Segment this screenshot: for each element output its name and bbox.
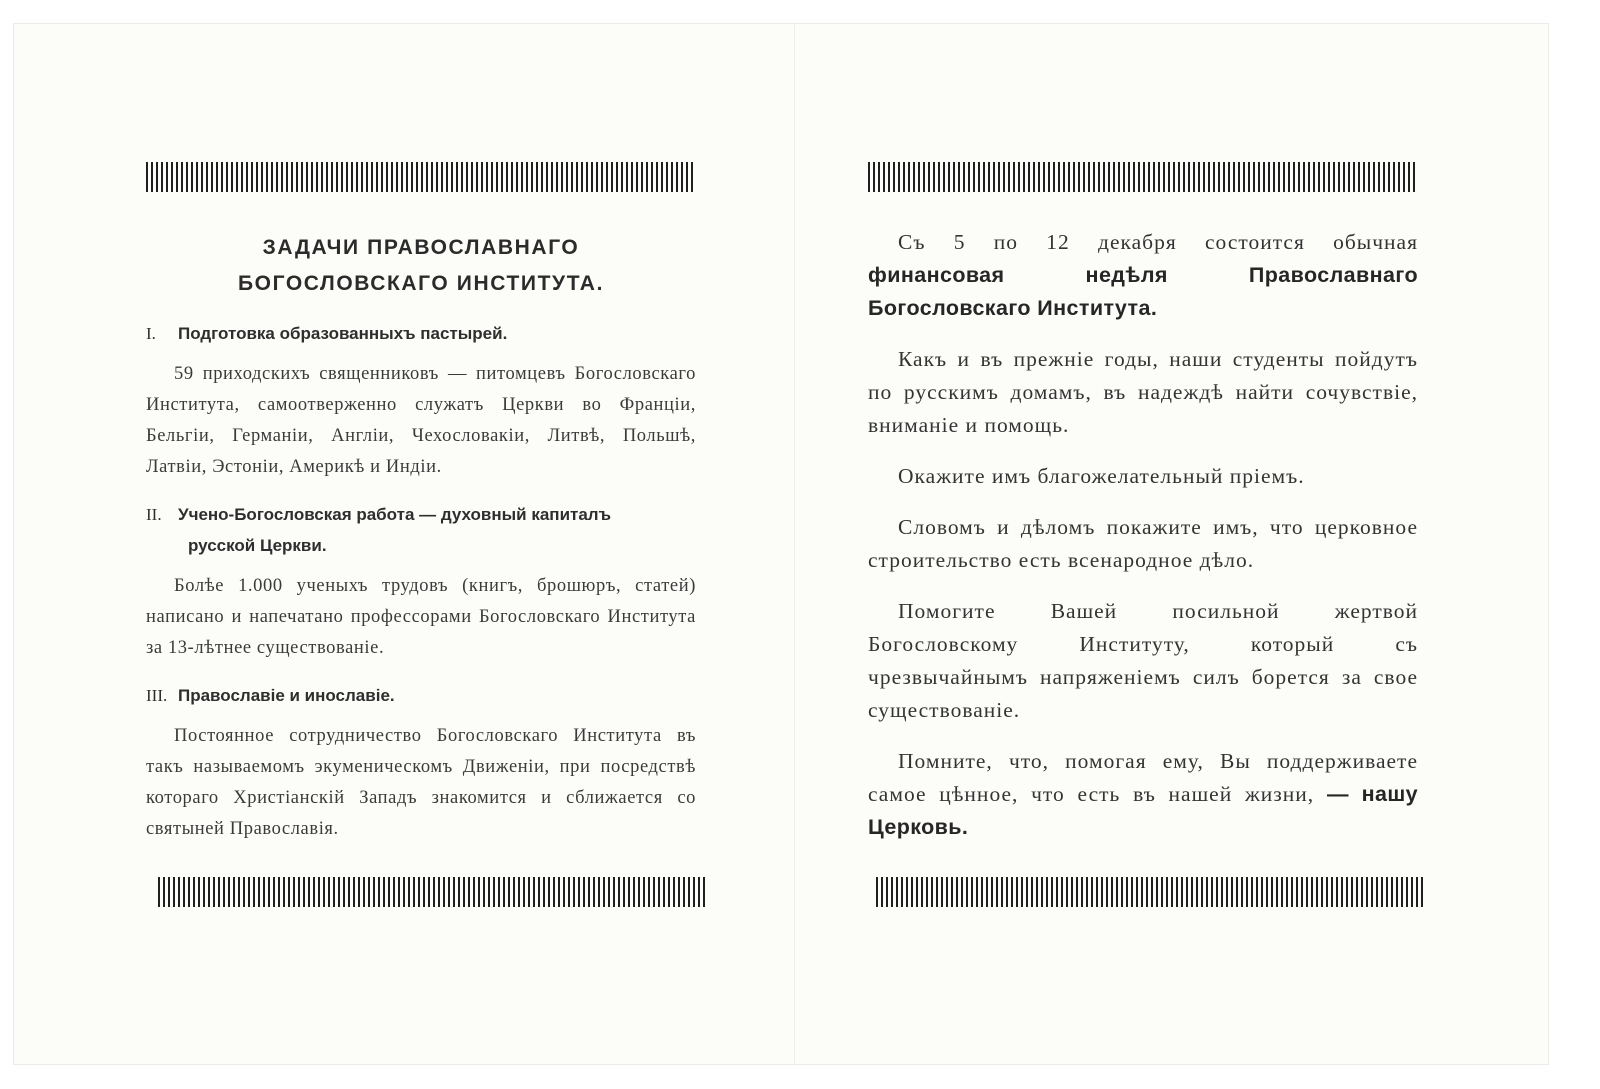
section-body: Постоянное сотрудничество Богословскаго Института въ такъ называемомъ экуменическомъ Движеніи, при посредствѣ котораго Христіанскій Западъ знакомится и сближается со святыней Православія. [146,726,696,839]
closing-paragraph [868,745,1418,844]
section-heading-text: Подготовка образованныхъ пастырей. [178,324,508,343]
section-numeral: II. [146,505,162,524]
bottom-ornament-rule [876,877,1426,907]
top-ornament-rule [868,162,1418,192]
title-line-1: ЗАДАЧИ ПРАВОСЛАВНАГО [262,236,580,259]
page-title [146,230,696,302]
finance-week-emphasis: финансовая недѣля Православнаго Богословскаго Института. [868,263,1418,320]
section-heading [146,318,696,349]
section-numeral: III. [146,686,168,705]
section-numeral: I. [146,324,156,343]
announcement-paragraph [868,226,1418,325]
students-paragraph: Какъ и въ прежніе годы, наши студенты пойдутъ по русскимъ домамъ, въ надеждѣ найти сочувствіе, вниманіе и помощь. [868,347,1418,437]
section-body: Болѣе 1.000 ученыхъ трудовъ (книгъ, брошюръ, статей) написано и напечатано профессорами Богословскаго Института за 13-лѣтнее существованіе. [146,576,696,658]
donation-appeal-paragraph: Помогите Вашей посильной жертвой Богословскому Институту, который съ чрезвычайнымъ напряженіемъ силъ борется за свое существованіе. [868,599,1418,722]
word-and-deed-paragraph: Словомъ и дѣломъ покажите имъ, что церковное строительство есть всенародное дѣло. [868,515,1418,572]
section-heading-continuation: русской Церкви. [188,536,327,555]
our-church-emphasis: — нашу Церковь. [868,782,1418,839]
section-heading-text: Учено-Богословская работа — духовный капиталъ [178,505,612,524]
section-2 [146,499,696,664]
section-3 [146,680,696,845]
section-heading [146,499,696,561]
closing-text: Помните, что, помогая ему, Вы поддерживаете самое цѣнное, что есть въ нашей жизни, [868,749,1418,806]
bottom-ornament-rule [158,877,706,907]
top-ornament-rule [146,162,696,192]
section-heading [146,680,696,711]
welcome-paragraph: Окажите имъ благожелательный пріемъ. [898,464,1305,488]
section-heading-text: Православіе и инославіе. [178,686,395,705]
left-page [146,162,696,845]
announcement-intro: Съ 5 по 12 декабря состоится обычная [898,230,1418,254]
title-line-2: БОГОСЛОВСКАГО ИНСТИТУТА. [237,272,605,295]
section-1 [146,318,696,483]
page-fold-line [794,24,795,1064]
section-body: 59 приходскихъ священниковъ — питомцевъ Богословскаго Института, самоотверженно служатъ Церкви во Франціи, Бельгіи, Германіи, Англіи, Чехословакіи, Литвѣ, Польшѣ, Латвіи, Эстоніи, Америкѣ и Индіи. [146,364,696,477]
right-page [868,162,1418,844]
